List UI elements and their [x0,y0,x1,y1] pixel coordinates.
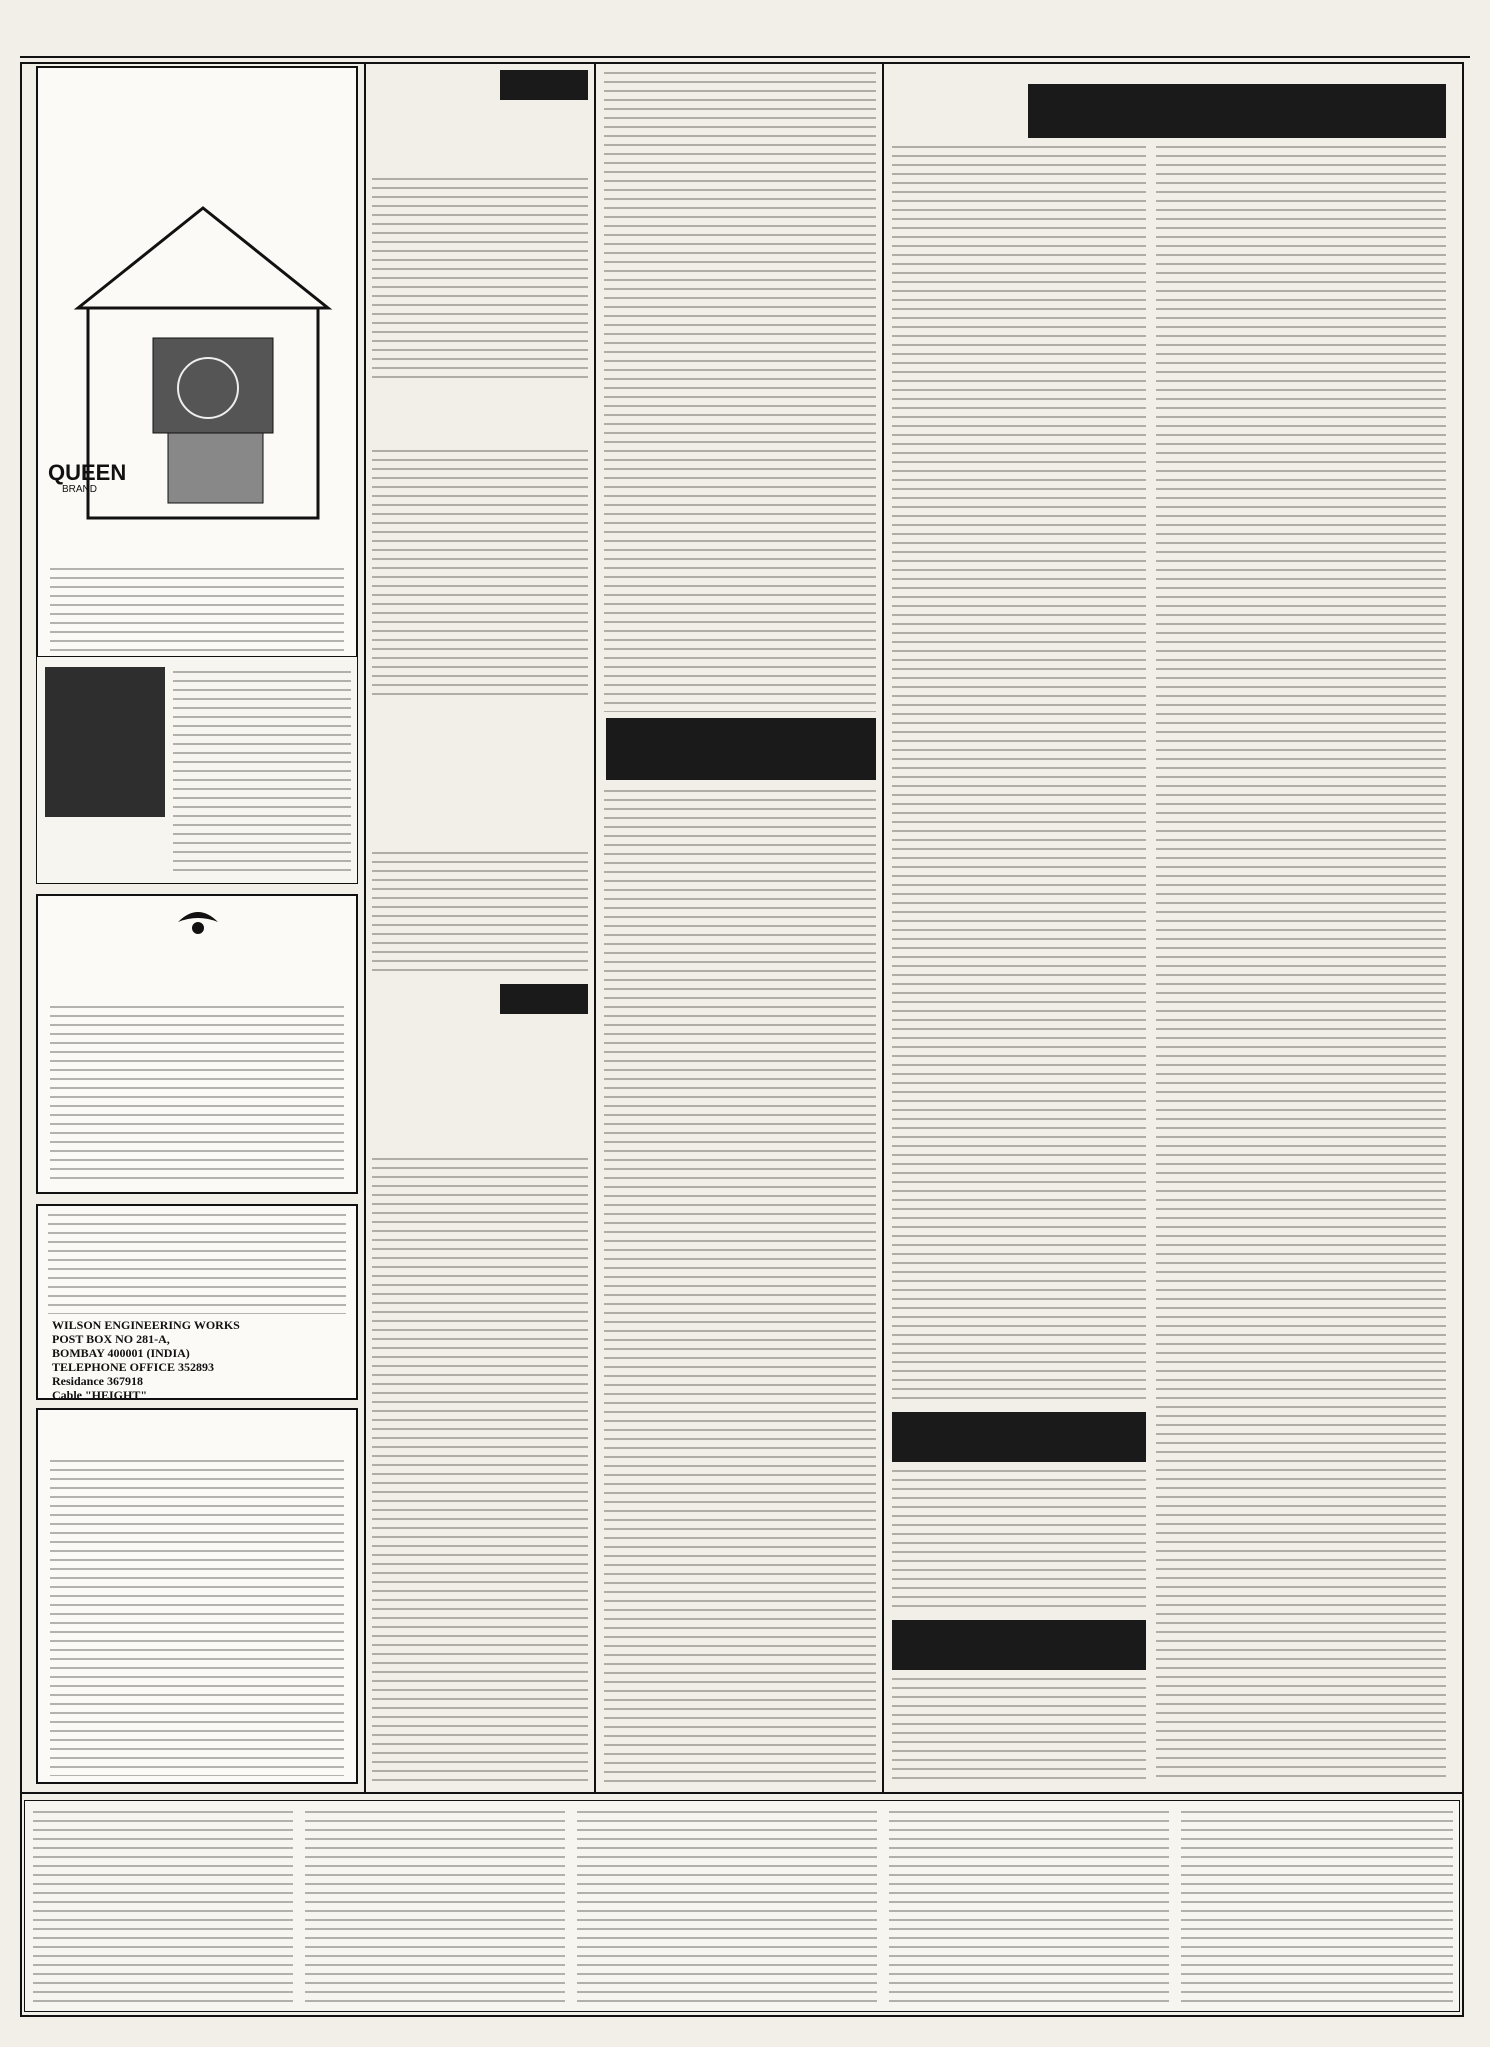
wilson-city: BOMBAY 400001 (INDIA) [52,1346,190,1360]
condolence-title [606,718,876,780]
shipping-ad [36,894,358,1194]
bottom-notices [24,1800,1460,2012]
wilson-cable: Cable "HEIGHT" [52,1388,148,1402]
queen-brand: QUEEN [48,460,127,485]
wilson-pob: POST BOX NO 281-A, [52,1332,170,1346]
shipping-ad-body [50,1006,344,1186]
page-header [20,22,1470,58]
bottom-text-1 [33,1811,293,2003]
notice-text [173,671,351,871]
tender-ad [36,1408,358,1784]
column-rule [882,62,884,1792]
tender-ad-body [50,1460,344,1776]
bottom-text-5 [1181,1811,1453,2003]
queen-brand-sub: BRAND [62,484,98,495]
bottom-text-2 [305,1811,565,2003]
wilson-ad [36,1204,358,1400]
column-rule [364,62,366,1792]
wilson-company: WILSON ENGINEERING WORKS [52,1318,240,1332]
foreign-text-2 [372,450,588,698]
notice-with-photo [36,656,358,884]
foreign-news-tag-2 [500,984,588,1014]
queen-ad-body [50,568,344,668]
horizontal-rule [20,1792,1464,1794]
column-rule [594,62,596,1792]
memorial-title [1028,84,1446,138]
bottom-text-4 [889,1811,1169,2003]
emblem-icon [173,902,223,942]
memorial-text-right [1156,146,1446,1782]
notices-text-2 [604,790,876,1784]
consolation-text [892,1470,1146,1610]
wilson-ad-body [48,1214,346,1314]
foreign-text-1 [372,178,588,378]
notices-text-1 [604,72,876,712]
gratitude-title [892,1620,1146,1670]
foreign-text-3 [372,852,588,972]
wilson-phone: TELEPHONE OFFICE 352893 [52,1360,215,1374]
foreign-text-4 [372,1158,588,1784]
wilson-res: Residance 367918 [52,1374,143,1388]
queen-ad [36,66,358,746]
consolation-title [892,1412,1146,1462]
gratitude-text [892,1678,1146,1784]
bottom-text-3 [577,1811,877,2003]
memorial-text-left [892,146,1146,1404]
foreign-news-tag [500,70,588,100]
wilson-english-block [52,1318,240,1402]
portrait-photo [45,667,165,817]
